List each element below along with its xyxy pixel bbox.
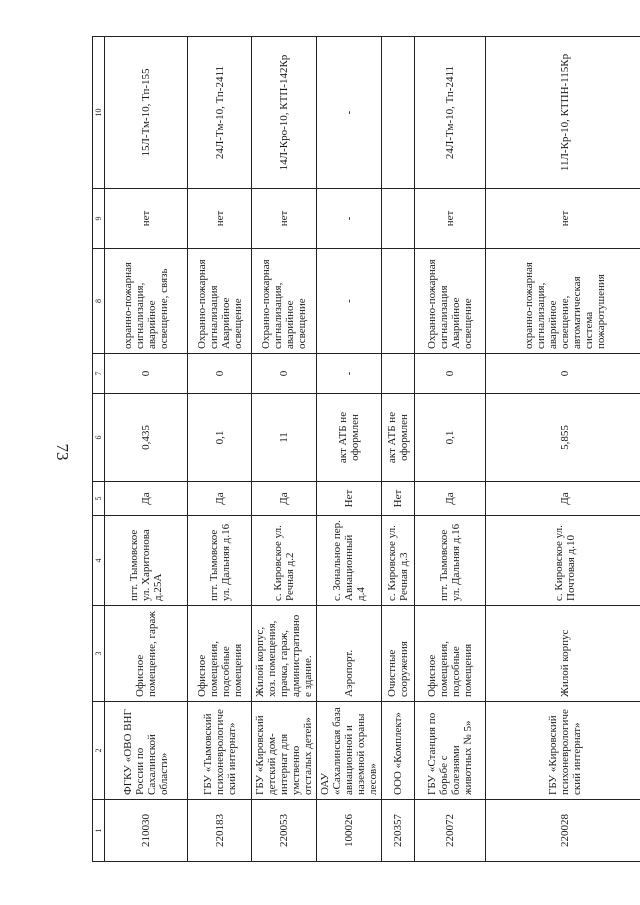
systems: Охранно-пожарная сигнализация, аварийное освещение [252, 249, 317, 354]
object-type: Офисное помещение, гараж [105, 606, 188, 702]
flag: Да [252, 482, 317, 516]
organization: ГБУ «Кировский детский дом-интернат для умственно отсталых детей» [252, 702, 317, 800]
table-row [382, 37, 415, 862]
power-line: 11Л-Кр-10, КТПН-115Кр [486, 37, 640, 189]
col7: 0 [188, 354, 252, 394]
address: с. Кировское ул. Речная д.2 [252, 516, 317, 606]
column-number: 4 [93, 516, 105, 606]
organization: ОАУ «Сахалинская база авиационной и наземной охраны лесов» [317, 702, 382, 800]
power-line: - [317, 37, 382, 189]
power-line [382, 37, 415, 189]
power-line: 24Л-Тм-10, Тп-2411 [188, 37, 252, 189]
row-id: 210030 [105, 800, 188, 862]
col7: 0 [486, 354, 640, 394]
systems: охранно-пожарная сигнализация, аварийное освещение, связь [105, 249, 188, 354]
power-line: 15Л-Тм-10, Тп-155 [105, 37, 188, 189]
column-number: 6 [93, 394, 105, 482]
area: 11 [252, 394, 317, 482]
address: пгт. Тымовское ул. Дальняя д.16 [415, 516, 486, 606]
organization: ООО «Комплект» [382, 702, 415, 800]
organization: ГБУ «Станция по борьбе с болезнями животных № 5» [415, 702, 486, 800]
row-id: 220053 [252, 800, 317, 862]
flag: Нет [382, 482, 415, 516]
table-row [486, 37, 640, 862]
object-type: Офисное помещения, подсобные помещения [188, 606, 252, 702]
col7: 0 [415, 354, 486, 394]
area: 0,1 [188, 394, 252, 482]
table-row [105, 37, 188, 862]
table-row [317, 37, 382, 862]
col7: 0 [252, 354, 317, 394]
area: акт АТБ не оформлен [382, 394, 415, 482]
row-id: 100026 [317, 800, 382, 862]
col9: нет [188, 189, 252, 249]
col9: нет [415, 189, 486, 249]
table-row [252, 37, 317, 862]
systems: охранно-пожарная сигнализация, аварийное освещение, автоматическая система пожаротушения [486, 249, 640, 354]
column-number: 5 [93, 482, 105, 516]
object-type: Офисное помещения, подсобные помещения [415, 606, 486, 702]
address: пгт. Тымовское ул. Харитонова д.25А [105, 516, 188, 606]
row-id: 220072 [415, 800, 486, 862]
col7: 0 [105, 354, 188, 394]
area: 0,1 [415, 394, 486, 482]
col7 [382, 354, 415, 394]
page-number: 73 [53, 443, 72, 461]
systems [382, 249, 415, 354]
column-number: 10 [93, 37, 105, 189]
rotated-table-wrapper [92, 37, 637, 862]
systems: - [317, 249, 382, 354]
address: с. Кировское ул. Почтовая д.10 [486, 516, 640, 606]
organization: ГБУ «Тымовский психоневрологический интернат» [188, 702, 252, 800]
col9: нет [486, 189, 640, 249]
organization: ФГКУ «ОВО ВНГ России по Сахалинской области» [105, 702, 188, 800]
flag: Да [105, 482, 188, 516]
area: 0,435 [105, 394, 188, 482]
systems: Охранно-пожарная сигнализация Аварийное освещение [415, 249, 486, 354]
col7: - [317, 354, 382, 394]
col9: - [317, 189, 382, 249]
col9: нет [252, 189, 317, 249]
column-number: 2 [93, 702, 105, 800]
row-id: 220183 [188, 800, 252, 862]
object-type: Аэропорт. [317, 606, 382, 702]
row-id: 220028 [486, 800, 640, 862]
column-number: 1 [93, 800, 105, 862]
object-type: Жилой корпус, хоз. помещения, прачка, гараж, административное здание. [252, 606, 317, 702]
flag: Да [188, 482, 252, 516]
row-id: 220357 [382, 800, 415, 862]
col9 [382, 189, 415, 249]
column-number: 7 [93, 354, 105, 394]
power-line: 14Л-Кро-10, КТП-142Кр [252, 37, 317, 189]
column-number: 8 [93, 249, 105, 354]
table-row [415, 37, 486, 862]
address: с. Зональное пер. Авиационный д.4 [317, 516, 382, 606]
area: 5,855 [486, 394, 640, 482]
area: акт АТБ не оформлен [317, 394, 382, 482]
objects-table [92, 36, 640, 862]
col9: нет [105, 189, 188, 249]
flag: Да [486, 482, 640, 516]
object-type: Очистные сооружения [382, 606, 415, 702]
column-number: 9 [93, 189, 105, 249]
flag: Нет [317, 482, 382, 516]
column-number: 3 [93, 606, 105, 702]
power-line: 24Л-Тм-10, Тп-2411 [415, 37, 486, 189]
object-type: Жилой корпус [486, 606, 640, 702]
table-row [188, 37, 252, 862]
organization: ГБУ «Кировский психоневрологический интернат» [486, 702, 640, 800]
address: пгт. Тымовское ул. Дальняя д.16 [188, 516, 252, 606]
address: с. Кировское ул. Речная д.3 [382, 516, 415, 606]
flag: Да [415, 482, 486, 516]
systems: Охранно-пожарная сигнализация Аварийное освещение [188, 249, 252, 354]
column-number-row [93, 37, 105, 862]
